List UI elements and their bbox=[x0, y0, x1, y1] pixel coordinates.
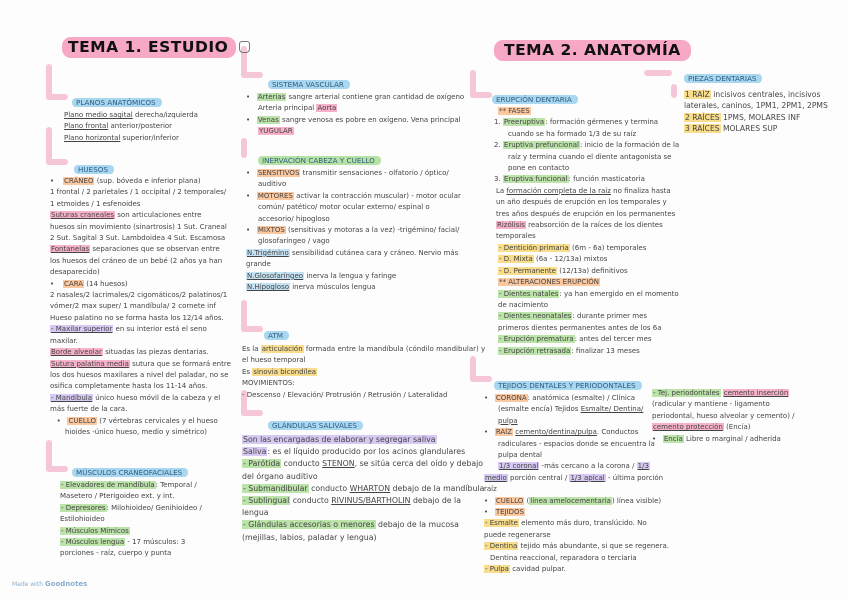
section-heading: INERVACIÓN CABEZA Y CUELLO bbox=[258, 156, 381, 165]
text-line: Arteria principal Aorta bbox=[258, 104, 337, 113]
section-atm bbox=[242, 323, 485, 401]
text-line: - Dentición primaria (6m - 6a) temporales bbox=[499, 243, 647, 252]
text-line: lengua bbox=[242, 508, 269, 518]
section-heading: MÚSCULOS CRANEOFACIALES bbox=[72, 468, 188, 477]
text-line: auditivo bbox=[258, 180, 287, 189]
text-line: Es la articulación formada entre la mandíbula (cóndilo mandibular) y bbox=[242, 345, 486, 353]
text-line: • Encía Libre o marginal / adherida bbox=[652, 434, 781, 443]
text-line: • CORONA: anatómica (esmalte) / Clínica bbox=[484, 394, 635, 402]
text-line: (radicular y mantiene - ligamento bbox=[652, 400, 770, 409]
deco-bar bbox=[46, 94, 68, 100]
text-line: - D. Mixta (6a - 12/13a) mixtos bbox=[499, 255, 608, 264]
text-line: • TEJIDOS bbox=[484, 508, 524, 517]
section-heading: ATM bbox=[264, 331, 289, 340]
section-piezas bbox=[684, 66, 828, 135]
text-line: Saliva: es el líquido producido por los acinos glandulares bbox=[243, 447, 466, 457]
text-line: pone en contacto bbox=[508, 164, 570, 173]
section-periodontales bbox=[652, 388, 795, 445]
text-line: 1. Preeruptiva: formación gérmenes y termina bbox=[494, 118, 659, 127]
text-line: los dos huesos maxilares a nivel del paladar, no se bbox=[50, 370, 229, 379]
text-line: Plano horizontal superior/inferior bbox=[64, 133, 179, 142]
text-line: cemento protección (Encía) bbox=[653, 423, 751, 432]
text-line: - Músculos lengua - 17 músculos: 3 bbox=[61, 538, 186, 547]
goodnotes-badge: Made with Goodnotes bbox=[12, 580, 88, 588]
text-line: 2 nasales/2 lacrimales/2 cigomáticos/2 palatinos/1 bbox=[50, 291, 228, 300]
section-heading: PLANOS ANATÓMICOS bbox=[72, 98, 162, 107]
text-line: raíz y termina cuando el diente antagonista se bbox=[508, 152, 672, 161]
text-line: - Erupción retrasada: finalizar 13 meses bbox=[499, 346, 640, 355]
text-line: Es sinovia bicondílea bbox=[242, 367, 317, 376]
text-line: 2 Sut. Sagital 3 Sut. Lambdoidea 4 Sut. Escamosa bbox=[50, 234, 226, 243]
text-line: • CUELLO (7 vértebras cervicales y el hueso bbox=[50, 416, 218, 425]
text-line: Borde alveolar situadas las piezas dentarias. bbox=[51, 348, 209, 357]
text-line: Estilohioideo bbox=[60, 515, 105, 524]
text-line: - Depresores: Milohioideo/ Genihioideo / bbox=[61, 503, 202, 512]
section-vascular bbox=[246, 72, 464, 138]
text-line: raíz bbox=[484, 485, 497, 494]
text-line: medio porción central / 1/3 apical - última porción bbox=[485, 473, 664, 482]
text-line: - Submandibular conducto WHARTON debajo de la mandíbula bbox=[243, 483, 485, 493]
text-line: 1/3 coronal -más cercano a la corona / 1/3 bbox=[499, 462, 649, 471]
text-line: - Pulpa cavidad pulpar. bbox=[485, 565, 566, 574]
text-line: Suturas craneales son articulaciones entre bbox=[51, 211, 202, 220]
text-line: - Dientes natales: ya han emergido en el momento bbox=[499, 289, 679, 298]
text-line: cuando se ha formado 1/3 de su raíz bbox=[508, 129, 637, 138]
text-line: huesos sin movimiento (sinartrosis) 1 Sut. Craneal bbox=[50, 222, 227, 231]
section-inervacion bbox=[246, 148, 461, 293]
section-heading: SISTEMA VASCULAR bbox=[268, 80, 350, 89]
text-line: pulpa bbox=[498, 416, 518, 425]
section-planos bbox=[64, 90, 198, 144]
text-line: laterales, caninos, 1PM1, 2PM1, 2PMS bbox=[684, 101, 828, 111]
text-line: puede regenerarse bbox=[484, 530, 551, 539]
text-line: común/ patético/ motor ocular externo/ espinal o bbox=[258, 203, 430, 212]
text-line: - Parótida conducto STENON, se sitúa cerca del oído y debajo bbox=[243, 459, 484, 469]
text-line: - Dentina tejido más abundante, si que se regenera. bbox=[485, 542, 670, 551]
tema2-title bbox=[494, 40, 691, 59]
text-line: • Arterias sangre arterial contiene gran cantidad de oxígeno bbox=[246, 93, 465, 101]
section-heading: PIEZAS DENTARIAS bbox=[684, 74, 762, 83]
text-line: • RAÍZ cemento/dentina/pulpa. Conductos bbox=[484, 428, 639, 437]
text-line: vómer/2 max super/ 1 mandíbula/ 2 cornete inf bbox=[50, 302, 216, 311]
section-heading: ERUPCIÓN DENTARIA bbox=[492, 95, 578, 104]
text-line: MOVIMIENTOS: bbox=[242, 379, 295, 388]
text-line: • MIXTOS (sensitivas y motoras a la vez) -trigémino/ facial/ bbox=[246, 226, 460, 235]
text-line: maxilar. bbox=[50, 336, 78, 345]
tooth-icon bbox=[239, 41, 250, 53]
text-line: tres años después de erupción en los permanentes bbox=[496, 209, 676, 218]
text-line: La formación completa de la raíz no finaliza hasta bbox=[496, 186, 671, 195]
text-line: el hueso temporal bbox=[242, 356, 306, 365]
text-line: (mejillas, labios, paladar y lengua) bbox=[242, 532, 377, 542]
text-line: N.Hipogloso inerva músculos lengua bbox=[247, 283, 376, 292]
text-line: Hueso palatino no se forma hasta los 12/14 años. bbox=[50, 313, 224, 322]
text-line: • Venas sangre venosa es pobre en oxígeno. Vena principal bbox=[246, 115, 461, 124]
text-line: Plano frontal anterior/posterior bbox=[64, 122, 173, 131]
text-line: - Esmalte elemento más duro, translúcido. No bbox=[485, 519, 647, 528]
text-line: - Tej. periodontales cemento inserción bbox=[653, 389, 789, 397]
text-line: Sutura palatina media sutura que se formará entre bbox=[51, 359, 231, 368]
section-glandulas bbox=[242, 413, 484, 544]
text-line: YUGULAR bbox=[259, 127, 293, 136]
section-heading: GLÁNDULAS SALIVALES bbox=[268, 421, 363, 430]
text-line: - Descenso / Elevación/ Protrusión / Retrusión / Lateralidad bbox=[242, 390, 448, 399]
text-line: N.Trigémino sensibilidad cutánea cara y cráneo. Nervio más bbox=[247, 248, 459, 257]
page-title: TEMA 1. ESTUDIO bbox=[62, 37, 236, 58]
text-line: • CUELLO (línea amelocementaria) línea visible) bbox=[484, 496, 662, 505]
section-musculos bbox=[60, 460, 202, 560]
text-line: Plano medio sagital derecha/izquierda bbox=[64, 111, 198, 119]
section-erupcion bbox=[482, 87, 679, 357]
text-line: porciones - raíz, cuerpo y punta bbox=[60, 549, 172, 558]
text-line: - Mandíbula único hueso móvil de la cabeza y el bbox=[51, 393, 221, 402]
text-line: 3. Eruptiva funcional: función masticatoria bbox=[494, 175, 645, 184]
text-line: 1 RAÍZ incisivos centrales, incisivos bbox=[685, 90, 821, 99]
text-line: - D. Permanente (12/13a) definitivos bbox=[499, 266, 628, 275]
text-line: del órgano auditivo bbox=[242, 471, 318, 481]
text-line: - Músculos Mímicos bbox=[61, 526, 129, 535]
text-line: radiculares - espacios donde se encuentra la bbox=[498, 439, 655, 448]
text-line: • MOTORES activar la contracción muscular) - motor ocular bbox=[246, 191, 461, 200]
section-tejidos bbox=[484, 373, 669, 576]
text-line: un año después de erupción en los temporales y bbox=[496, 198, 667, 207]
text-line: 1 frontal / 2 parietales / 1 occipital / 2 temporales/ bbox=[50, 188, 227, 197]
text-line: - Erupción prematura: antes del tercer mes bbox=[499, 335, 652, 344]
section-huesos bbox=[50, 157, 231, 438]
text-line: • CARA (14 huesos) bbox=[50, 279, 128, 288]
text-line: los huesos del cráneo de un bebé (2 años ya han bbox=[50, 256, 223, 265]
text-line: N.Glosofaríngeo inerva la lengua y faringe bbox=[247, 271, 397, 280]
text-line: 3 RAÍCES MOLARES SUP bbox=[685, 124, 778, 134]
text-line: Fontanelas separaciones que se observan entre bbox=[51, 245, 220, 254]
text-line: Rizólisis reabsorción de la raíces de los dientes bbox=[497, 221, 663, 230]
text-line: desaparecido) bbox=[50, 268, 100, 277]
text-line: glosofaríngeo / vago bbox=[258, 237, 330, 246]
text-line: (esmalte encía) Tejidos Esmalte/ Dentina/ bbox=[498, 405, 644, 414]
text-line: - Sublingual conducto RIVINUS/BARTHOLIN debajo de la bbox=[243, 496, 462, 506]
text-line: • SENSITIVOS transmitir sensaciones - olfatorio / óptico/ bbox=[246, 169, 449, 177]
text-line: más fuerte de la cara. bbox=[50, 405, 128, 414]
text-line: periodontal, hueso alveolar y cemento) / bbox=[652, 411, 795, 420]
section-heading: HUESOS bbox=[74, 165, 114, 174]
text-line: primeros dientes permanentes antes de los 6a bbox=[498, 323, 662, 332]
text-line: de nacimiento bbox=[498, 300, 549, 309]
text-line: ** FASES bbox=[499, 107, 530, 115]
text-line: 1 etmoides / 1 esfenoides bbox=[50, 199, 141, 208]
text-line: - Dientes neonatales: durante primer mes bbox=[499, 312, 648, 321]
text-line: Son las encargadas de elaborar y segregar saliva bbox=[243, 435, 436, 444]
tema1-title bbox=[62, 37, 250, 56]
deco-bar bbox=[644, 70, 672, 76]
section-heading: TEJIDOS DENTALES Y PERIODONTALES bbox=[494, 381, 642, 390]
text-line: - Glándulas accesorias o menores debajo de la mucosa bbox=[243, 520, 459, 530]
text-line: 2. Eruptiva prefuncional: inicio de la formación de la bbox=[494, 141, 680, 150]
text-line: • CRÁNEO (sup. bóveda e inferior plana) bbox=[50, 177, 201, 185]
text-line: ** ALTERACIONES ERUPCIÓN bbox=[499, 278, 600, 287]
text-line: osifica completamente hasta los 11-14 años. bbox=[50, 382, 208, 391]
text-line: 2 RAÍCES 1PMS, MOLARES INF bbox=[685, 112, 801, 122]
text-line: temporales bbox=[496, 232, 536, 241]
text-line: Masetero / Pterigoideo ext. y int. bbox=[60, 492, 175, 501]
text-line: accesorio/ hipogloso bbox=[258, 214, 330, 223]
text-line: - Maxilar superior en su interior está el seno bbox=[51, 325, 207, 334]
text-line: - Elevadores de mandíbula: Temporal / bbox=[61, 481, 197, 489]
text-line: Dentina reaccional, reparadora o terciaria bbox=[490, 553, 637, 562]
text-line: pulpa dental bbox=[498, 451, 542, 460]
text-line: hioides -único hueso, medio y simétrico) bbox=[65, 427, 208, 436]
page-title: TEMA 2. ANATOMÍA bbox=[494, 40, 691, 61]
text-line: grande bbox=[246, 260, 271, 269]
